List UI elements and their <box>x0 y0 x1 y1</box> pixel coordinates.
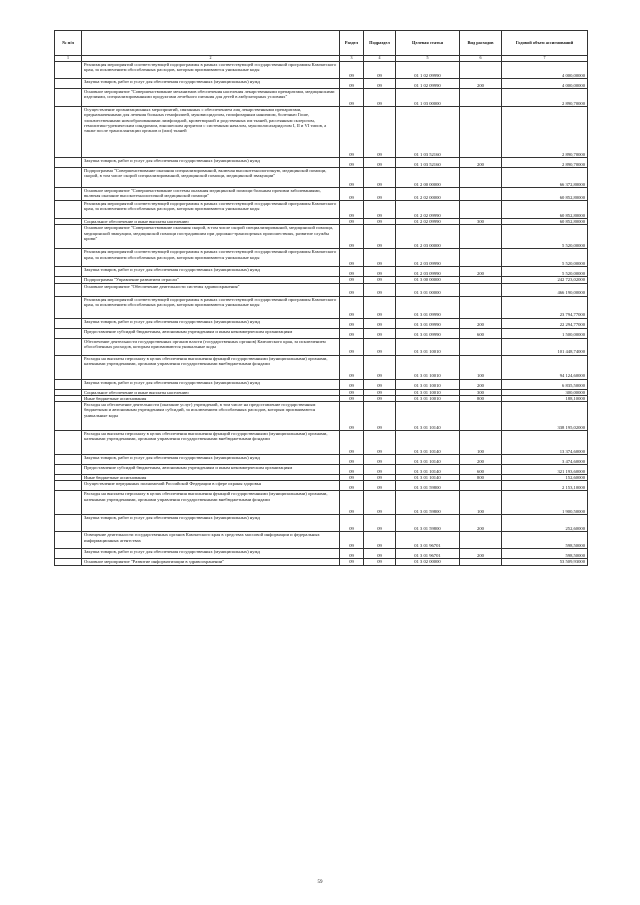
cell-target-item: 01 3 00 00000 <box>396 277 460 283</box>
cell-section: 09 <box>340 491 364 515</box>
cell-number <box>55 549 82 559</box>
table-row <box>55 249 588 267</box>
cell-amount: 2 890,70000 <box>502 158 588 168</box>
cell-amount: 5 520,00000 <box>502 267 588 277</box>
cell-number <box>55 515 82 532</box>
cell-section: 09 <box>340 379 364 389</box>
cell-expense-type: 600 <box>460 328 502 338</box>
cell-name: Иные бюджетные ассигнования <box>82 475 340 481</box>
cell-name: Иные бюджетные ассигнования <box>82 395 340 401</box>
cell-amount: 22 294,77000 <box>502 318 588 328</box>
cell-name: Закупка товаров, работ и услуг для обеспечения государственных (муниципальных) нужд <box>82 455 340 465</box>
cell-subsection: 09 <box>364 455 396 465</box>
col-num-1: 1 <box>55 56 82 62</box>
cell-subsection: 09 <box>364 389 396 395</box>
cell-expense-type <box>460 201 502 219</box>
cell-number <box>55 481 82 491</box>
cell-amount: 300,00000 <box>502 389 588 395</box>
cell-target-item: 01 2 02 09990 <box>396 201 460 219</box>
cell-amount: 5 520,00000 <box>502 225 588 249</box>
cell-number <box>55 283 82 296</box>
cell-amount: 4 000,00000 <box>502 62 588 79</box>
cell-name: Освещение деятельности государственных органов Камчатского края в средствах массовой информации и федеральных информационных агентствах <box>82 532 340 549</box>
cell-target-item: 01 1 03 52160 <box>396 158 460 168</box>
cell-amount: 94 124,60000 <box>502 355 588 379</box>
cell-expense-type <box>460 532 502 549</box>
cell-name: Реализация мероприятий соответствующей подпрограммы в рамках соответствующей государственной программы Камчатского края, за исключением обособленных расходов, которым присваиваются уникальные коды <box>82 62 340 79</box>
cell-expense-type <box>460 559 502 565</box>
table-row <box>55 379 588 389</box>
cell-subsection: 09 <box>364 225 396 249</box>
cell-expense-type: 200 <box>460 455 502 465</box>
table-row <box>55 62 588 79</box>
cell-section: 09 <box>340 431 364 455</box>
budget-table <box>54 30 588 566</box>
table-row <box>55 107 588 158</box>
cell-expense-type: 300 <box>460 389 502 395</box>
cell-amount: 6 835,50000 <box>502 379 588 389</box>
cell-section: 09 <box>340 318 364 328</box>
cell-section: 09 <box>340 395 364 401</box>
cell-section: 09 <box>340 168 364 188</box>
cell-name: Закупка товаров, работ и услуг для обеспечения государственных (муниципальных) нужд <box>82 549 340 559</box>
cell-number <box>55 338 82 355</box>
cell-amount: 13 374,60000 <box>502 431 588 455</box>
cell-subsection: 09 <box>364 549 396 559</box>
cell-target-item: 01 3 01 10140 <box>396 431 460 455</box>
cell-name: Расходы на выплаты персоналу в целях обеспечения выполнения функций государственными (муниципальными) органами, казенными учреждениями, органами управления государственными внебюджетными фондами <box>82 491 340 515</box>
cell-amount: 101 448,74000 <box>502 338 588 355</box>
cell-section: 09 <box>340 219 364 225</box>
cell-subsection: 09 <box>364 431 396 455</box>
cell-expense-type <box>460 481 502 491</box>
cell-number <box>55 168 82 188</box>
col-num-2: 2 <box>82 56 340 62</box>
cell-expense-type: 200 <box>460 318 502 328</box>
cell-target-item: 01 1 02 09990 <box>396 79 460 89</box>
cell-target-item: 01 3 01 10140 <box>396 455 460 465</box>
cell-name: Основное мероприятие "Совершенствование механизмов обеспечения населения лекарственными препаратами, медицинскими изделиями, специализированными продуктами лечебного питания для детей в амбулаторных условиях" <box>82 89 340 107</box>
table-row <box>55 89 588 107</box>
cell-name: Социальное обеспечение и иные выплаты населению <box>82 389 340 395</box>
cell-expense-type <box>460 89 502 107</box>
cell-subsection: 09 <box>364 277 396 283</box>
cell-amount: 2 890,70000 <box>502 107 588 158</box>
cell-name: Закупка товаров, работ и услуг для обеспечения государственных (муниципальных) нужд <box>82 515 340 532</box>
cell-target-item: 01 3 01 96701 <box>396 549 460 559</box>
cell-subsection: 09 <box>364 318 396 328</box>
cell-subsection: 09 <box>364 475 396 481</box>
cell-subsection: 09 <box>364 188 396 201</box>
cell-target-item: 01 3 01 09990 <box>396 318 460 328</box>
cell-subsection: 09 <box>364 249 396 267</box>
cell-number <box>55 532 82 549</box>
cell-amount: 3 474,60000 <box>502 455 588 465</box>
cell-amount: 2 153,10000 <box>502 481 588 491</box>
cell-name: Осуществление переданных полномочий Российской Федерации в сфере охраны здоровья <box>82 481 340 491</box>
cell-target-item: 01 3 01 10010 <box>396 338 460 355</box>
cell-number <box>55 431 82 455</box>
table-row <box>55 267 588 277</box>
cell-amount: 53 509,93000 <box>502 559 588 565</box>
cell-section: 09 <box>340 107 364 158</box>
cell-expense-type <box>460 402 502 431</box>
cell-number <box>55 559 82 565</box>
cell-number <box>55 379 82 389</box>
cell-section: 09 <box>340 475 364 481</box>
cell-subsection: 09 <box>364 267 396 277</box>
cell-name: Основное мероприятие "Совершенствование системы оказания медицинской помощи больным прочими заболеваниями, включая оказание высокотехнологичной медицинской помощи" <box>82 188 340 201</box>
cell-name: Предоставление субсидий бюджетным, автономным учреждениям и иным некоммерческим организациям <box>82 328 340 338</box>
cell-amount: 4 000,00000 <box>502 79 588 89</box>
cell-expense-type: 200 <box>460 158 502 168</box>
cell-target-item: 01 2 00 00000 <box>396 168 460 188</box>
cell-subsection: 09 <box>364 465 396 475</box>
cell-number <box>55 465 82 475</box>
cell-number <box>55 455 82 465</box>
header-expense-type: Вид расходов <box>460 31 502 56</box>
cell-target-item: 01 1 03 00000 <box>396 89 460 107</box>
cell-name: Закупка товаров, работ и услуг для обеспечения государственных (муниципальных) нужд <box>82 267 340 277</box>
header-section: Раздел <box>340 31 364 56</box>
cell-amount: 242 723,02000 <box>502 277 588 283</box>
cell-section: 09 <box>340 225 364 249</box>
cell-amount: 188,10000 <box>502 395 588 401</box>
cell-target-item: 01 3 01 09990 <box>396 328 460 338</box>
cell-expense-type <box>460 283 502 296</box>
cell-subsection: 09 <box>364 515 396 532</box>
cell-section: 09 <box>340 62 364 79</box>
cell-amount: 60 852,80000 <box>502 201 588 219</box>
table-row <box>55 431 588 455</box>
table-row <box>55 225 588 249</box>
cell-target-item: 01 2 03 09990 <box>396 267 460 277</box>
table-row <box>55 283 588 296</box>
cell-section: 09 <box>340 465 364 475</box>
cell-target-item: 01 2 03 00000 <box>396 225 460 249</box>
cell-target-item: 01 3 01 10140 <box>396 402 460 431</box>
cell-target-item: 01 3 02 00000 <box>396 559 460 565</box>
cell-amount: 23 794,77000 <box>502 296 588 318</box>
cell-section: 09 <box>340 188 364 201</box>
cell-subsection: 09 <box>364 296 396 318</box>
col-num-3: 3 <box>340 56 364 62</box>
cell-number <box>55 355 82 379</box>
table-row <box>55 549 588 559</box>
cell-name: Реализация мероприятий соответствующей подпрограммы в рамках соответствующей государственной программы Камчатского края, за исключением обособленных расходов, которым присваиваются уникальные коды <box>82 249 340 267</box>
cell-amount: 1 500,00000 <box>502 328 588 338</box>
cell-expense-type <box>460 188 502 201</box>
cell-section: 09 <box>340 389 364 395</box>
page-number: 59 <box>317 880 323 885</box>
cell-number <box>55 267 82 277</box>
cell-name: Расходы на выплаты персоналу в целях обеспечения выполнения функций государственными (муниципальными) органами, казенными учреждениями, органами управления государственными внебюджетными фондами <box>82 431 340 455</box>
table-row <box>55 188 588 201</box>
cell-name: Расходы на обеспечение деятельности (оказание услуг) учреждений, в том числе на предоставление государственным бюджетным и автономным учреждениям субсидий, за исключением обособленных расходов, которым присваиваются уникальные коды <box>82 402 340 431</box>
cell-amount: 466 190,00000 <box>502 283 588 296</box>
cell-number <box>55 249 82 267</box>
cell-section: 09 <box>340 249 364 267</box>
cell-number <box>55 89 82 107</box>
cell-subsection: 09 <box>364 559 396 565</box>
cell-expense-type <box>460 168 502 188</box>
header-name <box>82 31 340 56</box>
table-row <box>55 355 588 379</box>
cell-name: Реализация мероприятий соответствующей подпрограммы в рамках соответствующей государственной программы Камчатского края, за исключением обособленных расходов, которым присваиваются уникальные коды <box>82 296 340 318</box>
table-row <box>55 338 588 355</box>
cell-subsection: 09 <box>364 107 396 158</box>
cell-amount: 152,60000 <box>502 475 588 481</box>
cell-target-item: 01 3 01 59800 <box>396 481 460 491</box>
cell-target-item: 01 3 01 00000 <box>396 283 460 296</box>
cell-name: Закупка товаров, работ и услуг для обеспечения государственных (муниципальных) нужд <box>82 379 340 389</box>
table-row <box>55 532 588 549</box>
cell-expense-type: 100 <box>460 491 502 515</box>
cell-subsection: 09 <box>364 395 396 401</box>
budget-table-page <box>54 30 587 566</box>
cell-section: 09 <box>340 328 364 338</box>
cell-subsection: 09 <box>364 79 396 89</box>
cell-expense-type <box>460 107 502 158</box>
cell-number <box>55 328 82 338</box>
cell-section: 09 <box>340 277 364 283</box>
cell-section: 09 <box>340 338 364 355</box>
cell-target-item: 01 3 01 10140 <box>396 475 460 481</box>
cell-name: Закупка товаров, работ и услуг для обеспечения государственных (муниципальных) нужд <box>82 318 340 328</box>
cell-target-item: 01 3 01 09990 <box>396 296 460 318</box>
cell-section: 09 <box>340 296 364 318</box>
cell-amount: 2 890,70000 <box>502 89 588 107</box>
cell-subsection: 09 <box>364 328 396 338</box>
cell-number <box>55 318 82 328</box>
col-num-4: 4 <box>364 56 396 62</box>
cell-expense-type <box>460 62 502 79</box>
table-row <box>55 481 588 491</box>
cell-target-item: 01 3 01 10010 <box>396 379 460 389</box>
cell-subsection: 09 <box>364 402 396 431</box>
cell-name: Основное мероприятие "Совершенствование оказания скорой, в том числе скорой специализированной, медицинской помощи, медицинской эвакуации, медицинской помощи пострадавшим при дорожно-транспортных происшествиях, развитие службы крови" <box>82 225 340 249</box>
cell-section: 09 <box>340 481 364 491</box>
cell-subsection: 09 <box>364 532 396 549</box>
cell-name: Осуществление организационных мероприятий, связанных с обеспечением лиц лекарственными препаратами, предназначенными для лечения больных гемофилией, муковисцидозом, гипофизарным нанизмом, болезнью Гоше, злокачественными новообразованиями лимфоидной, кроветворной и родственных им тканей, рассеянным склерозом, гемолитико-уремическим синдромом, юношеским артритом с системным началом, мукополисахаридозом I, II и VI типов, а также после трансплантации органов и (или) тканей <box>82 107 340 158</box>
cell-number <box>55 225 82 249</box>
cell-number <box>55 62 82 79</box>
cell-number <box>55 201 82 219</box>
cell-expense-type: 100 <box>460 355 502 379</box>
cell-expense-type: 200 <box>460 79 502 89</box>
cell-section: 09 <box>340 79 364 89</box>
cell-number <box>55 158 82 168</box>
cell-number <box>55 188 82 201</box>
cell-expense-type: 200 <box>460 267 502 277</box>
table-row <box>55 559 588 565</box>
table-row <box>55 296 588 318</box>
cell-expense-type: 300 <box>460 219 502 225</box>
table-row <box>55 168 588 188</box>
cell-number <box>55 402 82 431</box>
cell-name: Основное мероприятие "Развитие информатизации в здравоохранении" <box>82 559 340 565</box>
table-row <box>55 201 588 219</box>
table-row <box>55 328 588 338</box>
cell-subsection: 09 <box>364 62 396 79</box>
cell-expense-type <box>460 296 502 318</box>
cell-amount: 338 195,02000 <box>502 402 588 431</box>
table-row <box>55 158 588 168</box>
cell-section: 09 <box>340 515 364 532</box>
cell-expense-type <box>460 338 502 355</box>
cell-section: 09 <box>340 559 364 565</box>
cell-target-item: 01 3 01 10010 <box>396 355 460 379</box>
cell-name: Предоставление субсидий бюджетным, автономным учреждениям и иным некоммерческим организациям <box>82 465 340 475</box>
cell-amount: 598,50000 <box>502 549 588 559</box>
cell-number <box>55 107 82 158</box>
table-row <box>55 402 588 431</box>
header-annual-amount: Годовой объем ассигнований <box>502 31 588 56</box>
cell-number <box>55 491 82 515</box>
cell-target-item: 01 2 03 09990 <box>396 249 460 267</box>
cell-expense-type: 100 <box>460 431 502 455</box>
cell-subsection: 09 <box>364 355 396 379</box>
cell-number <box>55 79 82 89</box>
cell-target-item: 01 1 02 09990 <box>396 62 460 79</box>
cell-expense-type: 800 <box>460 475 502 481</box>
cell-amount: 1 900,50000 <box>502 491 588 515</box>
cell-name: Подпрограмма "Управление развитием отрасли" <box>82 277 340 283</box>
cell-section: 09 <box>340 455 364 465</box>
cell-name: Социальное обеспечение и иные выплаты населению <box>82 219 340 225</box>
header-number: № п/п <box>55 31 82 56</box>
cell-target-item: 01 3 01 59800 <box>396 515 460 532</box>
table-row <box>55 79 588 89</box>
cell-amount: 252,60000 <box>502 515 588 532</box>
cell-section: 09 <box>340 402 364 431</box>
cell-target-item: 01 3 01 59800 <box>396 491 460 515</box>
cell-section: 09 <box>340 355 364 379</box>
cell-name: Подпрограмма "Совершенствование оказания специализированной, включая высокотехнологичную, медицинской помощи, скорой, в том числе скорой специализированной, медицинской помощи, медицинской эвакуации" <box>82 168 340 188</box>
cell-name: Расходы на выплаты персоналу в целях обеспечения выполнения функций государственными (муниципальными) органами, казенными учреждениями, органами управления государственными внебюджетными фондами <box>82 355 340 379</box>
cell-amount: 60 852,80000 <box>502 219 588 225</box>
cell-subsection: 09 <box>364 219 396 225</box>
cell-amount: 66 372,80000 <box>502 168 588 188</box>
cell-name: Реализация мероприятий соответствующей подпрограммы в рамках соответствующей государственной программы Камчатского края, за исключением обособленных расходов, которым присваиваются уникальные коды <box>82 201 340 219</box>
cell-subsection: 09 <box>364 158 396 168</box>
cell-section: 09 <box>340 89 364 107</box>
cell-section: 09 <box>340 201 364 219</box>
cell-expense-type: 800 <box>460 395 502 401</box>
table-row <box>55 318 588 328</box>
cell-expense-type <box>460 225 502 249</box>
table-row <box>55 455 588 465</box>
cell-target-item: 01 3 01 10010 <box>396 389 460 395</box>
cell-section: 09 <box>340 549 364 559</box>
table-row <box>55 515 588 532</box>
col-num-6: 6 <box>460 56 502 62</box>
header-target-item: Целевая статья <box>396 31 460 56</box>
cell-amount: 60 852,80000 <box>502 188 588 201</box>
cell-expense-type: 200 <box>460 549 502 559</box>
cell-target-item: 01 3 01 10140 <box>396 465 460 475</box>
cell-subsection: 09 <box>364 379 396 389</box>
cell-amount: 321 193,60000 <box>502 465 588 475</box>
cell-target-item: 01 3 01 10010 <box>396 395 460 401</box>
cell-name: Закупка товаров, работ и услуг для обеспечения государственных (муниципальных) нужд <box>82 158 340 168</box>
cell-amount: 598,50000 <box>502 532 588 549</box>
cell-name: Обеспечение деятельности государственных органов власти (государственных органов) Камчатского края, за исключением обособленных расходов, которым присваиваются уникальные коды <box>82 338 340 355</box>
header-subsection: Подраздел <box>364 31 396 56</box>
cell-name: Закупка товаров, работ и услуг для обеспечения государственных (муниципальных) нужд <box>82 79 340 89</box>
cell-section: 09 <box>340 283 364 296</box>
table-header-row <box>55 31 588 56</box>
cell-section: 09 <box>340 158 364 168</box>
table-body <box>55 62 588 566</box>
cell-subsection: 09 <box>364 491 396 515</box>
cell-expense-type: 200 <box>460 515 502 532</box>
cell-number <box>55 296 82 318</box>
cell-subsection: 09 <box>364 283 396 296</box>
cell-expense-type: 200 <box>460 379 502 389</box>
cell-section: 09 <box>340 267 364 277</box>
cell-target-item: 01 2 02 00000 <box>396 188 460 201</box>
cell-section: 09 <box>340 532 364 549</box>
cell-expense-type: 600 <box>460 465 502 475</box>
col-num-7: 7 <box>502 56 588 62</box>
cell-expense-type <box>460 249 502 267</box>
cell-target-item: 01 2 02 09990 <box>396 219 460 225</box>
cell-subsection: 09 <box>364 201 396 219</box>
cell-subsection: 09 <box>364 89 396 107</box>
cell-target-item: 01 1 03 52160 <box>396 107 460 158</box>
cell-subsection: 09 <box>364 338 396 355</box>
cell-subsection: 09 <box>364 168 396 188</box>
cell-name: Основное мероприятие "Обеспечение деятельности системы здравоохранения" <box>82 283 340 296</box>
cell-amount: 5 520,00000 <box>502 249 588 267</box>
cell-subsection: 09 <box>364 481 396 491</box>
col-num-5: 5 <box>396 56 460 62</box>
table-row <box>55 465 588 475</box>
table-row <box>55 491 588 515</box>
cell-target-item: 01 3 01 96701 <box>396 532 460 549</box>
